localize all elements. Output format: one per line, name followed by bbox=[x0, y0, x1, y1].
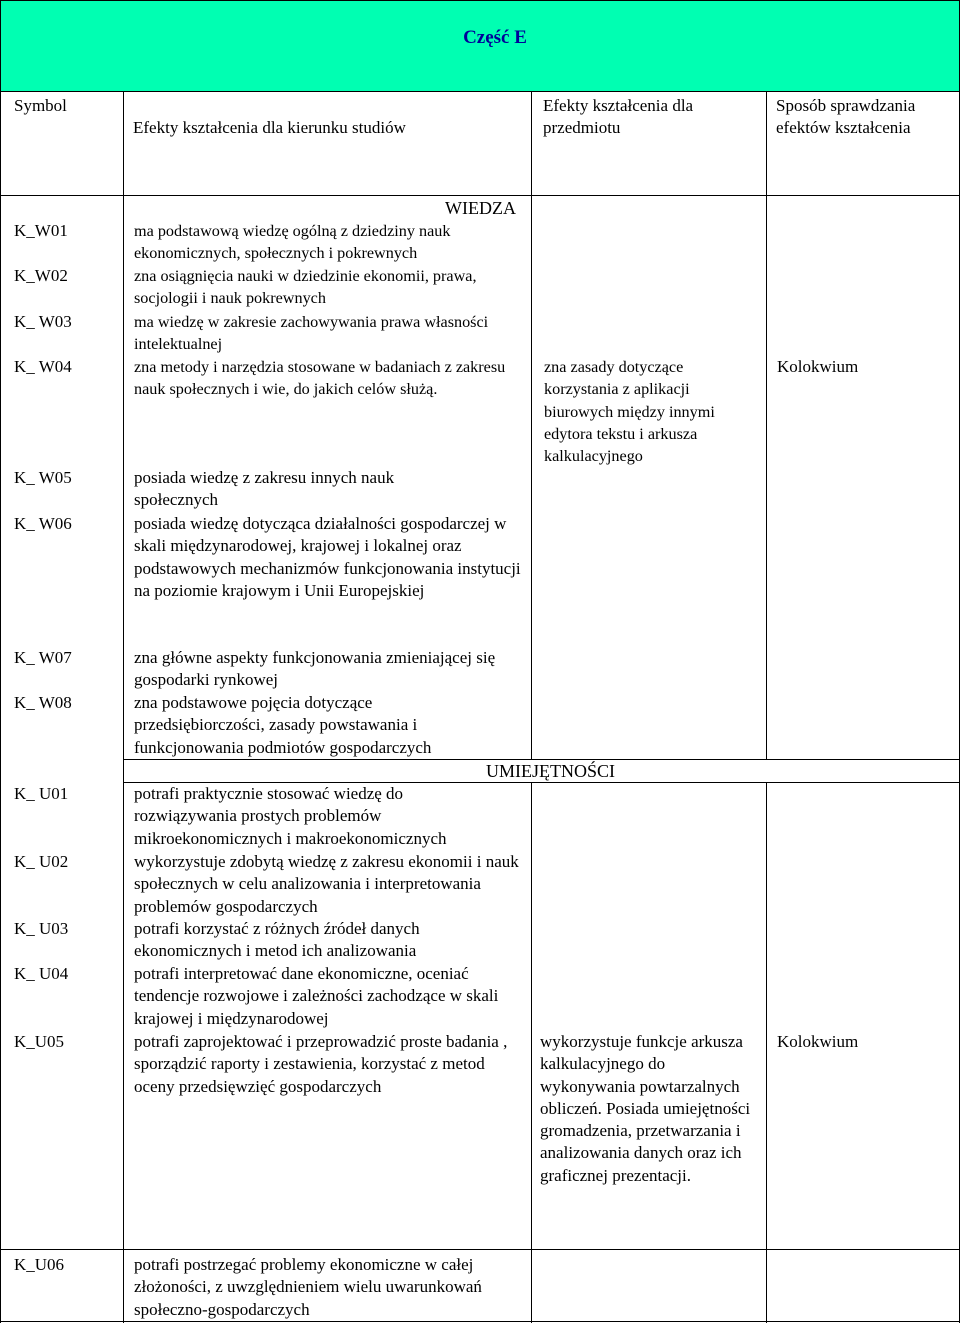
symbol-k-w04: K_ W04 bbox=[14, 357, 72, 376]
symbol-k-u04: K_ U04 bbox=[14, 964, 69, 983]
symbol-k-u02: K_ U02 bbox=[14, 852, 69, 871]
przedmiot-column-border-lower bbox=[766, 782, 767, 1323]
row-divider-k-u06 bbox=[0, 1249, 960, 1250]
symbol-k-w08: K_ W08 bbox=[14, 693, 72, 712]
symbol-k-w01: K_W01 bbox=[14, 221, 68, 240]
effect-k-w07: zna główne aspekty funkcjonowania zmieniającej się gospodarki rynkowej bbox=[134, 648, 496, 690]
effect-k-w04: zna metody i narzędzia stosowane w badaniach z zakresu nauk społecznych i wie, do jakich celów służą. bbox=[134, 358, 506, 399]
symbol-k-u05: K_U05 bbox=[14, 1032, 65, 1051]
symbol-k-w07: K_ W07 bbox=[14, 648, 72, 667]
effect-k-w06: posiada wiedzę dotycząca działalności gospodarczej w skali międzynarodowej, krajowej i lokalnej oraz podstawowych mechanizmów funkcjonowania instytucji na poziomie krajowym i Unii Europejskiej bbox=[134, 514, 521, 600]
effect-k-u04: potrafi interpretować dane ekonomiczne, oceniać tendencje rozwojowe i zależności zachodzące w skali krajowej i międzynarodowej bbox=[134, 964, 499, 1028]
kierunek-column-border bbox=[531, 92, 532, 759]
header-kierunek: Efekty kształcenia dla kierunku studiów bbox=[133, 118, 406, 137]
symbol-k-u03: K_ U03 bbox=[14, 919, 69, 938]
header-sposob: Sposób sprawdzania efektów kształcenia bbox=[776, 96, 916, 138]
effect-k-w01: ma podstawową wiedzę ogólną z dziedziny nauk ekonomicznych, społecznych i pokrewnych bbox=[134, 222, 451, 263]
przedmiot-effect-umiejetnosci: wykorzystuje funkcje arkusza kalkulacyjnego do wykonywania powtarzalnych obliczeń. Posiada umiejętności gromadzenia, przetwarzania i analizowania danych oraz ich graficznej prezentacji. bbox=[540, 1032, 751, 1185]
effect-k-u06: potrafi postrzegać problemy ekonomiczne w całej złożoności, z uwzględnieniem wielu uwarunkowań społeczno-gospodarczych bbox=[134, 1255, 482, 1319]
section-wiedza: WIEDZA bbox=[445, 198, 516, 218]
symbol-k-u06: K_U06 bbox=[14, 1255, 65, 1274]
kierunek-column-border-lower bbox=[531, 782, 532, 1323]
table-bottom-border bbox=[0, 1321, 960, 1322]
effect-k-u02: wykorzystuje zdobytą wiedzę z zakresu ekonomii i nauk społecznych w celu analizowania i interpretowania problemów gospodarczych bbox=[134, 852, 519, 916]
symbol-k-w03: K_ W03 bbox=[14, 312, 72, 331]
przedmiot-effect-wiedza: zna zasady dotyczące korzystania z aplikacji biurowych między innymi edytora tekstu i arkusza kalkulacyjnego bbox=[544, 358, 715, 466]
header-symbol: Symbol bbox=[14, 96, 67, 115]
effect-k-u03: potrafi korzystać z różnych źródeł danych ekonomicznych i metod ich analizowania bbox=[134, 919, 420, 961]
symbol-k-u01: K_ U01 bbox=[14, 784, 69, 803]
section-umiejetnosci: UMIEJĘTNOŚCI bbox=[486, 761, 615, 781]
sposob-wiedza: Kolokwium bbox=[777, 357, 859, 376]
left-border bbox=[0, 92, 1, 1323]
effect-k-u05: potrafi zaprojektować i przeprowadzić proste badania , sporządzić raporty i zestawienia, korzystać z metod oceny przedsięwzięć gospodarczych bbox=[134, 1032, 508, 1096]
effect-k-w08: zna podstawowe pojęcia dotyczące przedsiębiorczości, zasady powstawania i funkcjonowania podmiotów gospodarczych bbox=[134, 693, 432, 757]
przedmiot-column-border bbox=[766, 92, 767, 759]
effect-k-w02: zna osiągnięcia nauki w dziedzinie ekonomii, prawa, socjologii i nauk pokrewnych bbox=[134, 267, 477, 308]
effect-k-w05: posiada wiedzę z zakresu innych nauk społecznych bbox=[134, 468, 395, 510]
symbol-k-w05: K_ W05 bbox=[14, 468, 72, 487]
sposob-umiejetnosci: Kolokwium bbox=[777, 1032, 859, 1051]
symbol-k-w02: K_W02 bbox=[14, 266, 68, 285]
header-przedmiot: Efekty kształcenia dla przedmiotu bbox=[543, 96, 694, 138]
effect-k-w03: ma wiedzę w zakresie zachowywania prawa własności intelektualnej bbox=[134, 313, 489, 354]
effect-k-u01: potrafi praktycznie stosować wiedzę do rozwiązywania prostych problemów mikroekonomicznych i makroekonomicznych bbox=[134, 784, 447, 848]
page-title: Część E bbox=[463, 27, 527, 48]
symbol-column-border bbox=[123, 92, 124, 1323]
symbol-k-w06: K_ W06 bbox=[14, 514, 72, 533]
header-bottom-border bbox=[0, 195, 960, 196]
